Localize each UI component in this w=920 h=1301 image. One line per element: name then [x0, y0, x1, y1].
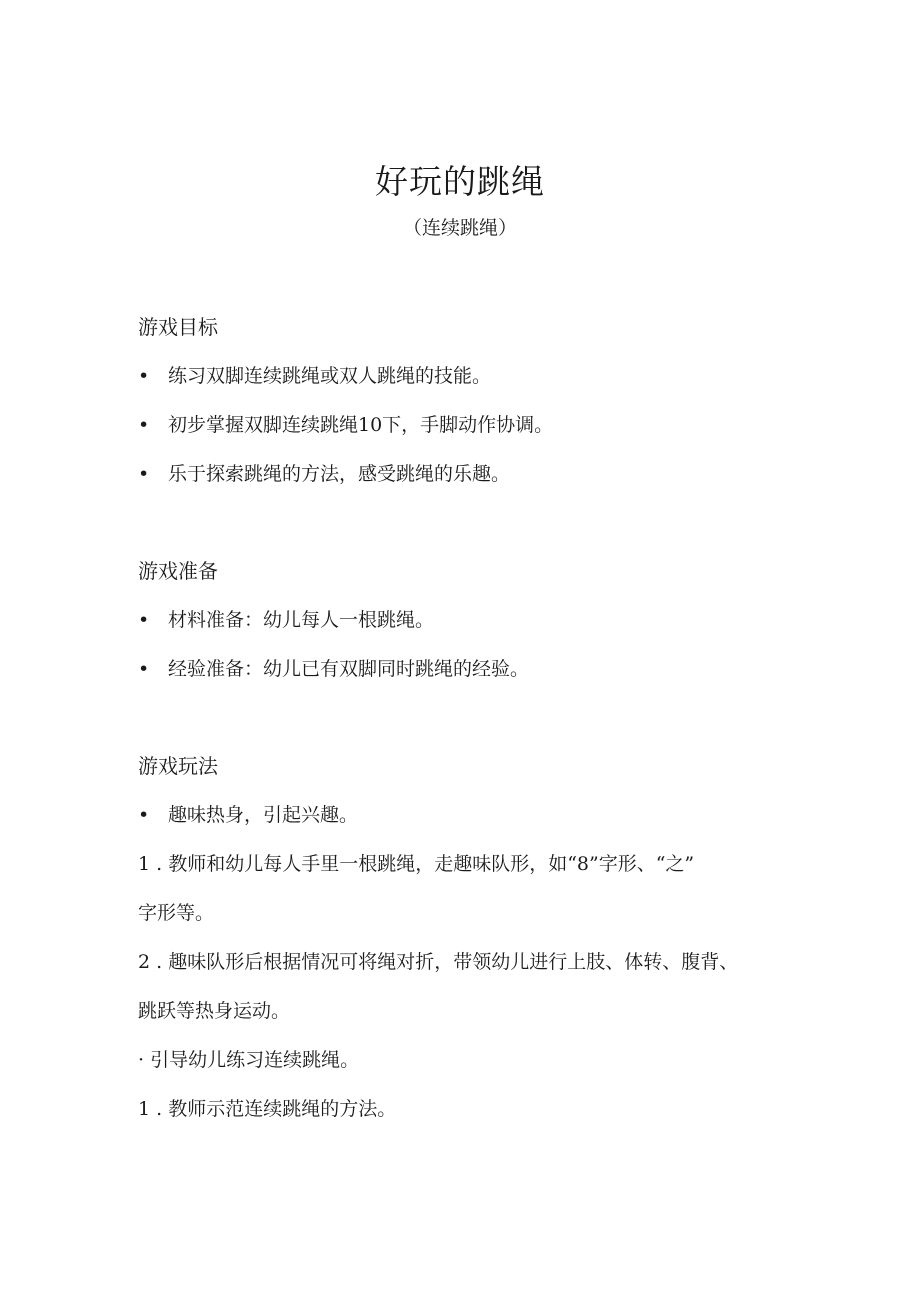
bullet-icon: • — [138, 609, 150, 631]
bullet-icon: • — [138, 463, 150, 485]
list-item — [138, 801, 358, 829]
list-item-text: 经验准备：幼儿已有双脚同时跳绳的经验。 — [168, 658, 530, 680]
bullet-icon: • — [138, 414, 150, 436]
numbered-step-continued: 跳跃等热身运动。 — [138, 1000, 291, 1022]
list-item-text: 乐于探索跳绳的方法，感受跳绳的乐趣。 — [168, 463, 511, 485]
bullet-icon: • — [138, 804, 150, 826]
list-item-text: 初步掌握双脚连续跳绳10下，手脚动作协调。 — [168, 414, 554, 436]
section-heading-play: 游戏玩法 — [138, 754, 218, 778]
sub-heading-guide: · 引导幼儿练习连续跳绳。 — [138, 1049, 360, 1071]
section-heading-goals: 游戏目标 — [138, 315, 218, 339]
document-title: 好玩的跳绳 — [375, 162, 545, 201]
bullet-icon: • — [138, 365, 150, 387]
list-item-text: 练习双脚连续跳绳或双人跳绳的技能。 — [168, 365, 492, 387]
numbered-step: 2 . 趣味队形后根据情况可将绳对折，带领幼儿进行上肢、体转、腹背、 — [138, 951, 739, 973]
numbered-step: 1 . 教师示范连续跳绳的方法。 — [138, 1098, 397, 1120]
section-heading-prep: 游戏准备 — [138, 559, 218, 583]
document-subtitle: （连续跳绳） — [402, 217, 517, 239]
list-item — [138, 362, 491, 390]
list-item — [138, 460, 510, 488]
numbered-step-continued: 字形等。 — [138, 902, 215, 924]
list-item — [138, 411, 553, 439]
numbered-step: 1 . 教师和幼儿每人手里一根跳绳，走趣味队形，如“8”字形、“之” — [138, 853, 695, 875]
list-item — [138, 655, 529, 683]
bullet-icon: • — [138, 658, 150, 680]
list-item — [138, 606, 434, 634]
list-item-text: 趣味热身，引起兴趣。 — [168, 804, 359, 826]
list-item-text: 材料准备：幼儿每人一根跳绳。 — [168, 609, 435, 631]
